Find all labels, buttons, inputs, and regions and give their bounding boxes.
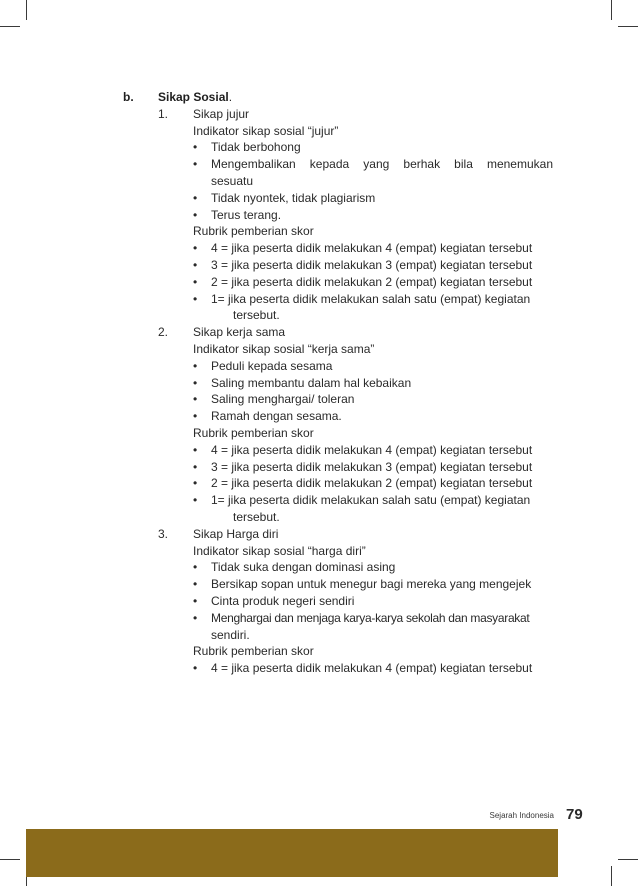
bullet-icon: •	[193, 610, 198, 625]
list-item	[193, 408, 553, 425]
rubric-item-text: 1= jika peserta didik melakukan salah satu (empat) kegiatan	[211, 493, 531, 508]
item-number: 2.	[158, 325, 169, 340]
bullet-icon: •	[193, 358, 198, 373]
list-item-continuation	[193, 627, 553, 644]
list-item-text: Tidak berbohong	[211, 140, 301, 155]
list-item-text: sesuatu	[211, 173, 254, 188]
item-body	[193, 526, 553, 677]
crop-mark	[26, 0, 27, 20]
rubric-title: Rubrik pemberian skor	[193, 425, 314, 440]
list-item	[193, 576, 553, 593]
rubric-item	[193, 660, 553, 677]
bullet-icon: •	[193, 157, 198, 172]
list-item-text: Tidak suka dengan dominasi asing	[211, 560, 396, 575]
list-item-text: Mengembalikan kepada yang berhak bila menemukan	[211, 157, 553, 172]
rubric-title: Rubrik pemberian skor	[193, 644, 314, 659]
rubric-item	[193, 459, 553, 476]
list-item-text: sendiri.	[211, 627, 250, 642]
bullet-icon: •	[193, 140, 198, 155]
crop-mark	[0, 26, 20, 27]
list-item-text: Cinta produk negeri sendiri	[211, 593, 355, 608]
rubric-item-text: 4 = jika peserta didik melakukan 4 (empat) kegiatan tersebut	[211, 442, 533, 457]
list-item-text: Menghargai dan menjaga karya-karya sekolah dan masyarakat	[211, 610, 530, 625]
list-item	[193, 593, 553, 610]
item-number: 1.	[158, 106, 169, 121]
bullet-icon: •	[193, 291, 198, 306]
rubric-item	[193, 492, 553, 509]
rubric-item	[193, 257, 553, 274]
rubric-item	[193, 475, 553, 492]
rubric-item-text: 3 = jika peserta didik melakukan 3 (empat) kegiatan tersebut	[211, 459, 533, 474]
bullet-icon: •	[193, 661, 198, 676]
crop-mark	[618, 26, 638, 27]
bullet-icon: •	[193, 593, 198, 608]
list-item	[193, 391, 553, 408]
item-body	[193, 324, 553, 526]
crop-mark	[611, 866, 612, 886]
list-item	[193, 190, 553, 207]
section-title-bold: Sikap Sosial	[158, 90, 229, 104]
rubric-item	[193, 274, 553, 291]
rubric-item-text: 4 = jika peserta didik melakukan 4 (empat) kegiatan tersebut	[211, 241, 533, 256]
bullet-icon: •	[193, 409, 198, 424]
list-item-continuation	[193, 173, 553, 190]
bullet-icon: •	[193, 241, 198, 256]
list-item-text: Terus terang.	[211, 207, 282, 222]
bullet-icon: •	[193, 257, 198, 272]
list-item-text: Peduli kepada sesama	[211, 358, 333, 373]
item-sikap-harga-diri	[123, 526, 553, 677]
rubric-item	[193, 240, 553, 257]
rubric-item-text: 3 = jika peserta didik melakukan 3 (empat) kegiatan tersebut	[211, 257, 533, 272]
rubric-item-text: tersebut.	[233, 308, 280, 323]
list-item-text: Saling menghargai/ toleran	[211, 392, 355, 407]
item-title: Sikap jujur	[193, 106, 250, 121]
page-number: 79	[566, 806, 583, 823]
bullet-icon: •	[193, 375, 198, 390]
list-item	[193, 375, 553, 392]
rubric-item-text: 2 = jika peserta didik melakukan 2 (empat) kegiatan tersebut	[211, 274, 533, 289]
rubric-item-text: 1= jika peserta didik melakukan salah satu (empat) kegiatan	[211, 291, 531, 306]
section-heading	[123, 89, 553, 106]
item-title: Sikap Harga diri	[193, 526, 279, 541]
bullet-icon: •	[193, 392, 198, 407]
item-title: Sikap kerja sama	[193, 325, 286, 340]
bullet-icon: •	[193, 207, 198, 222]
indicator-title: Indikator sikap sosial “jujur”	[193, 123, 339, 138]
crop-mark	[0, 859, 20, 860]
list-item	[193, 358, 553, 375]
item-sikap-jujur	[123, 106, 553, 324]
footer-book-title: Sejarah Indonesia	[489, 811, 554, 820]
list-item	[193, 559, 553, 576]
indicator-title: Indikator sikap sosial “harga diri”	[193, 543, 366, 558]
crop-mark	[611, 0, 612, 20]
bullet-icon: •	[193, 476, 198, 491]
crop-mark	[618, 859, 638, 860]
rubric-item-text: tersebut.	[233, 509, 280, 524]
list-item-text: Ramah dengan sesama.	[211, 409, 342, 424]
item-body	[193, 106, 553, 324]
rubric-item	[193, 291, 553, 308]
bullet-icon: •	[193, 493, 198, 508]
bullet-icon: •	[193, 577, 198, 592]
list-item	[193, 610, 553, 627]
rubric-item	[193, 442, 553, 459]
list-item	[193, 139, 553, 156]
list-item-text: Bersikap sopan untuk menegur bagi mereka yang mengejek	[211, 577, 532, 592]
section-title	[158, 89, 232, 106]
list-item	[193, 207, 553, 224]
bullet-icon: •	[193, 442, 198, 457]
item-number: 3.	[158, 526, 169, 541]
section-letter: b.	[123, 90, 134, 104]
bullet-icon: •	[193, 274, 198, 289]
page-content	[123, 89, 553, 677]
footer-bar	[26, 829, 558, 877]
rubric-item-text: 4 = jika peserta didik melakukan 4 (empat) kegiatan tersebut	[211, 661, 533, 676]
list-item-text: Tidak nyontek, tidak plagiarism	[211, 190, 376, 205]
indicator-title: Indikator sikap sosial “kerja sama”	[193, 341, 375, 356]
rubric-title: Rubrik pemberian skor	[193, 224, 314, 239]
bullet-icon: •	[193, 190, 198, 205]
rubric-item-continuation	[193, 307, 553, 324]
bullet-icon: •	[193, 459, 198, 474]
rubric-item-text: 2 = jika peserta didik melakukan 2 (empat) kegiatan tersebut	[211, 476, 533, 491]
rubric-item-continuation	[193, 509, 553, 526]
list-item	[193, 156, 553, 173]
bullet-icon: •	[193, 560, 198, 575]
item-sikap-kerja-sama	[123, 324, 553, 526]
list-item-text: Saling membantu dalam hal kebaikan	[211, 375, 412, 390]
section-title-suffix: .	[228, 90, 233, 104]
